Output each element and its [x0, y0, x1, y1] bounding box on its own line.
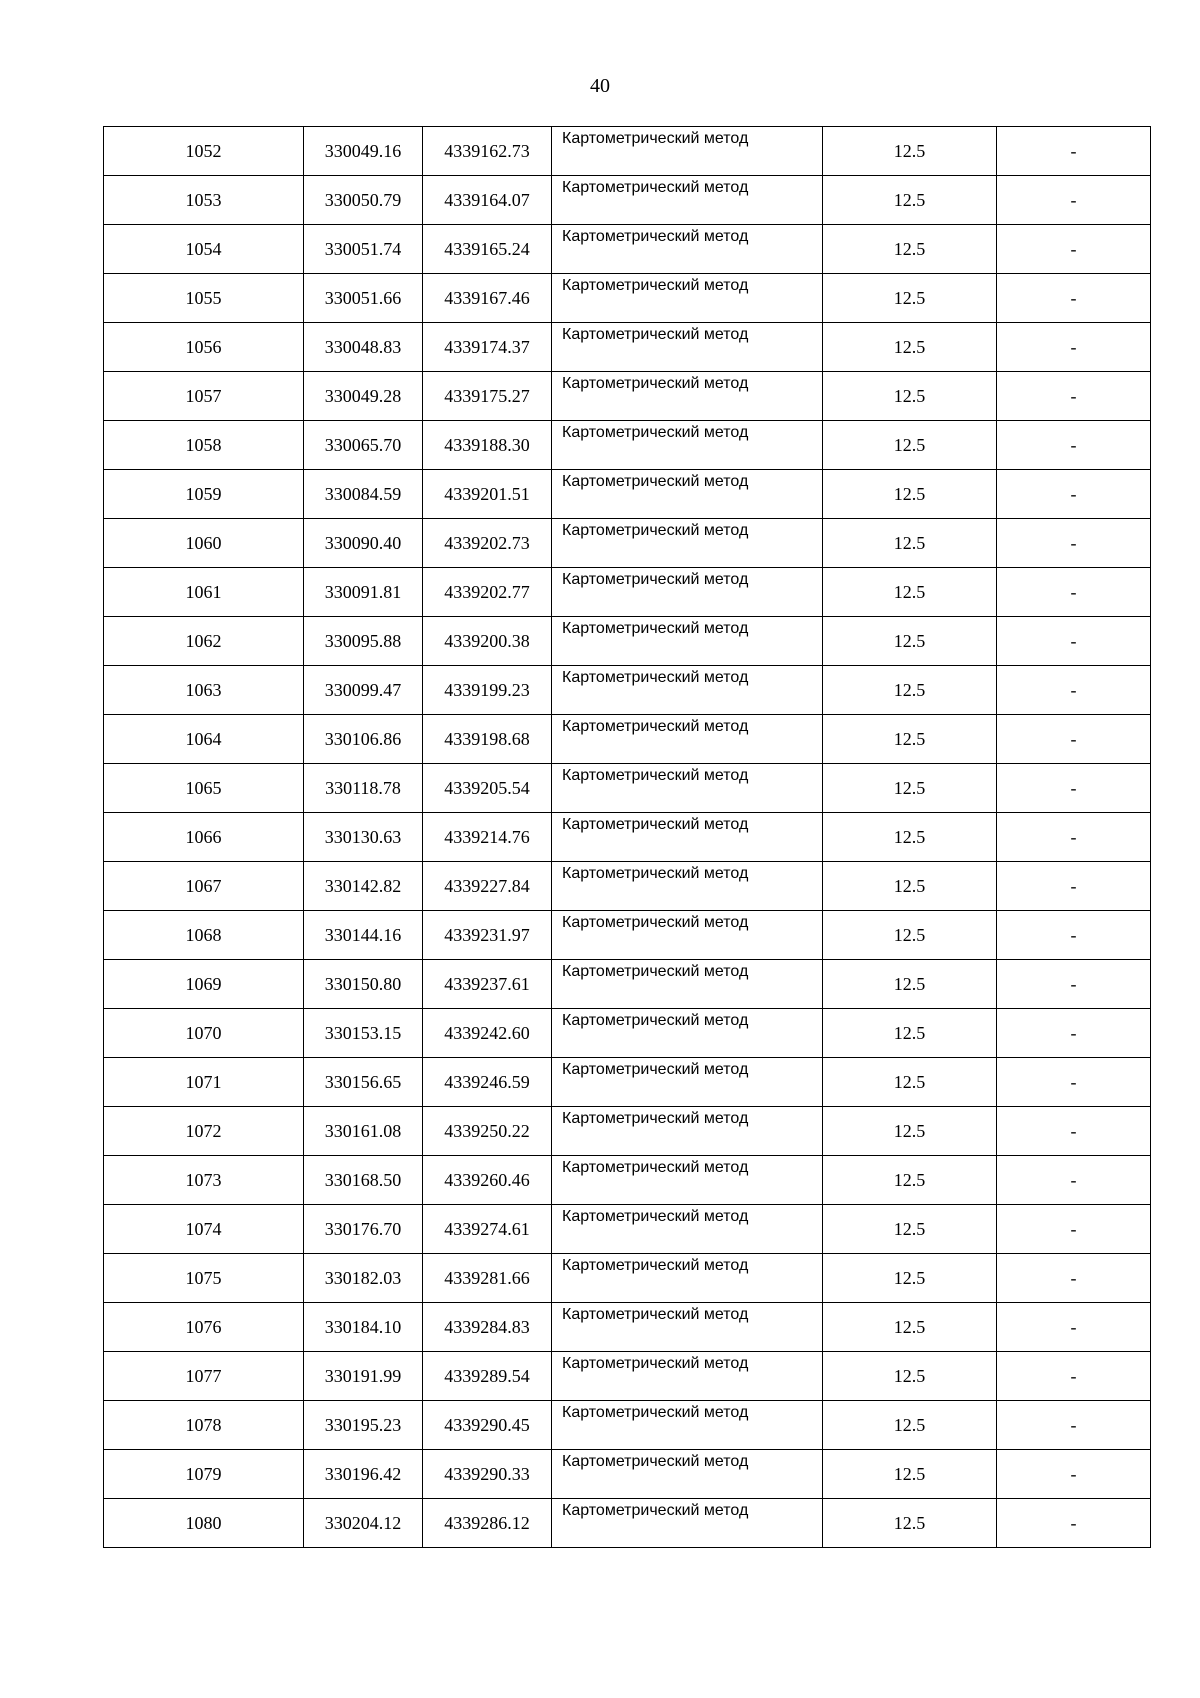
note-cell: - [997, 421, 1151, 470]
table-row [104, 225, 1151, 274]
point-number-cell: 1053 [104, 176, 304, 225]
coordinate-y-cell: 4339286.12 [423, 1499, 552, 1548]
coordinate-y-cell: 4339202.77 [423, 568, 552, 617]
coordinate-x-cell: 330153.15 [304, 1009, 423, 1058]
point-number-cell: 1058 [104, 421, 304, 470]
coordinate-y-cell: 4339164.07 [423, 176, 552, 225]
precision-cell: 12.5 [823, 1303, 997, 1352]
coordinate-x-cell: 330184.10 [304, 1303, 423, 1352]
coordinate-x-cell: 330106.86 [304, 715, 423, 764]
coordinate-y-cell: 4339200.38 [423, 617, 552, 666]
table-row [104, 176, 1151, 225]
table-row [104, 1058, 1151, 1107]
table-row [104, 764, 1151, 813]
point-number-cell: 1071 [104, 1058, 304, 1107]
coordinate-y-cell: 4339201.51 [423, 470, 552, 519]
table-row [104, 372, 1151, 421]
point-number-cell: 1068 [104, 911, 304, 960]
coordinate-y-cell: 4339281.66 [423, 1254, 552, 1303]
method-cell: Картометрический метод [552, 1303, 823, 1352]
precision-cell: 12.5 [823, 274, 997, 323]
coordinate-y-cell: 4339188.30 [423, 421, 552, 470]
table-row [104, 715, 1151, 764]
note-cell: - [997, 470, 1151, 519]
coordinate-y-cell: 4339227.84 [423, 862, 552, 911]
point-number-cell: 1070 [104, 1009, 304, 1058]
note-cell: - [997, 1009, 1151, 1058]
method-cell: Картометрический метод [552, 1254, 823, 1303]
table-row [104, 1450, 1151, 1499]
method-cell: Картометрический метод [552, 519, 823, 568]
coordinate-y-cell: 4339290.45 [423, 1401, 552, 1450]
table-row [104, 1352, 1151, 1401]
point-number-cell: 1052 [104, 127, 304, 176]
point-number-cell: 1066 [104, 813, 304, 862]
note-cell: - [997, 960, 1151, 1009]
precision-cell: 12.5 [823, 470, 997, 519]
coordinate-y-cell: 4339202.73 [423, 519, 552, 568]
note-cell: - [997, 1401, 1151, 1450]
note-cell: - [997, 274, 1151, 323]
point-number-cell: 1062 [104, 617, 304, 666]
coordinate-y-cell: 4339237.61 [423, 960, 552, 1009]
note-cell: - [997, 127, 1151, 176]
precision-cell: 12.5 [823, 911, 997, 960]
method-cell: Картометрический метод [552, 1156, 823, 1205]
point-number-cell: 1063 [104, 666, 304, 715]
method-cell: Картометрический метод [552, 372, 823, 421]
precision-cell: 12.5 [823, 715, 997, 764]
precision-cell: 12.5 [823, 1009, 997, 1058]
coordinate-x-cell: 330176.70 [304, 1205, 423, 1254]
coordinate-x-cell: 330051.66 [304, 274, 423, 323]
coordinate-y-cell: 4339167.46 [423, 274, 552, 323]
table-row [104, 1303, 1151, 1352]
precision-cell: 12.5 [823, 323, 997, 372]
precision-cell: 12.5 [823, 1352, 997, 1401]
table-row [104, 1499, 1151, 1548]
method-cell: Картометрический метод [552, 1009, 823, 1058]
coordinate-y-cell: 4339284.83 [423, 1303, 552, 1352]
point-number-cell: 1079 [104, 1450, 304, 1499]
coordinate-y-cell: 4339246.59 [423, 1058, 552, 1107]
coordinate-y-cell: 4339274.61 [423, 1205, 552, 1254]
method-cell: Картометрический метод [552, 421, 823, 470]
table-row [104, 1156, 1151, 1205]
coordinate-y-cell: 4339162.73 [423, 127, 552, 176]
precision-cell: 12.5 [823, 813, 997, 862]
precision-cell: 12.5 [823, 176, 997, 225]
coordinate-x-cell: 330182.03 [304, 1254, 423, 1303]
note-cell: - [997, 1499, 1151, 1548]
note-cell: - [997, 225, 1151, 274]
note-cell: - [997, 519, 1151, 568]
precision-cell: 12.5 [823, 1254, 997, 1303]
point-number-cell: 1064 [104, 715, 304, 764]
table-row [104, 862, 1151, 911]
method-cell: Картометрический метод [552, 1499, 823, 1548]
table-row [104, 1254, 1151, 1303]
method-cell: Картометрический метод [552, 470, 823, 519]
table-row [104, 666, 1151, 715]
method-cell: Картометрический метод [552, 274, 823, 323]
coordinate-x-cell: 330191.99 [304, 1352, 423, 1401]
precision-cell: 12.5 [823, 1401, 997, 1450]
point-number-cell: 1065 [104, 764, 304, 813]
coordinate-y-cell: 4339290.33 [423, 1450, 552, 1499]
coordinate-x-cell: 330051.74 [304, 225, 423, 274]
note-cell: - [997, 1254, 1151, 1303]
coordinate-x-cell: 330049.28 [304, 372, 423, 421]
table-row [104, 421, 1151, 470]
precision-cell: 12.5 [823, 372, 997, 421]
precision-cell: 12.5 [823, 617, 997, 666]
coordinate-x-cell: 330196.42 [304, 1450, 423, 1499]
method-cell: Картометрический метод [552, 1205, 823, 1254]
coordinates-table [103, 126, 1151, 1548]
coordinate-x-cell: 330168.50 [304, 1156, 423, 1205]
table-row [104, 1205, 1151, 1254]
note-cell: - [997, 1450, 1151, 1499]
coordinates-table-body [104, 127, 1151, 1548]
coordinate-x-cell: 330050.79 [304, 176, 423, 225]
point-number-cell: 1073 [104, 1156, 304, 1205]
note-cell: - [997, 372, 1151, 421]
precision-cell: 12.5 [823, 568, 997, 617]
coordinate-x-cell: 330048.83 [304, 323, 423, 372]
coordinate-x-cell: 330195.23 [304, 1401, 423, 1450]
point-number-cell: 1074 [104, 1205, 304, 1254]
table-row [104, 960, 1151, 1009]
coordinate-x-cell: 330095.88 [304, 617, 423, 666]
precision-cell: 12.5 [823, 1450, 997, 1499]
point-number-cell: 1076 [104, 1303, 304, 1352]
method-cell: Картометрический метод [552, 1058, 823, 1107]
precision-cell: 12.5 [823, 666, 997, 715]
note-cell: - [997, 1156, 1151, 1205]
coordinate-x-cell: 330090.40 [304, 519, 423, 568]
method-cell: Картометрический метод [552, 1401, 823, 1450]
coordinate-x-cell: 330204.12 [304, 1499, 423, 1548]
method-cell: Картометрический метод [552, 568, 823, 617]
coordinate-x-cell: 330118.78 [304, 764, 423, 813]
note-cell: - [997, 764, 1151, 813]
note-cell: - [997, 666, 1151, 715]
table-row [104, 274, 1151, 323]
coordinate-y-cell: 4339175.27 [423, 372, 552, 421]
note-cell: - [997, 1352, 1151, 1401]
note-cell: - [997, 862, 1151, 911]
note-cell: - [997, 1205, 1151, 1254]
table-row [104, 617, 1151, 666]
method-cell: Картометрический метод [552, 225, 823, 274]
precision-cell: 12.5 [823, 421, 997, 470]
method-cell: Картометрический метод [552, 1107, 823, 1156]
coordinate-y-cell: 4339198.68 [423, 715, 552, 764]
coordinate-y-cell: 4339199.23 [423, 666, 552, 715]
precision-cell: 12.5 [823, 960, 997, 1009]
method-cell: Картометрический метод [552, 1352, 823, 1401]
coordinate-y-cell: 4339214.76 [423, 813, 552, 862]
note-cell: - [997, 1303, 1151, 1352]
point-number-cell: 1054 [104, 225, 304, 274]
table-row [104, 519, 1151, 568]
table-row [104, 323, 1151, 372]
precision-cell: 12.5 [823, 1499, 997, 1548]
point-number-cell: 1059 [104, 470, 304, 519]
method-cell: Картометрический метод [552, 764, 823, 813]
note-cell: - [997, 911, 1151, 960]
point-number-cell: 1067 [104, 862, 304, 911]
method-cell: Картометрический метод [552, 862, 823, 911]
precision-cell: 12.5 [823, 1107, 997, 1156]
method-cell: Картометрический метод [552, 617, 823, 666]
table-row [104, 1107, 1151, 1156]
table-row [104, 127, 1151, 176]
method-cell: Картометрический метод [552, 813, 823, 862]
precision-cell: 12.5 [823, 1205, 997, 1254]
note-cell: - [997, 1058, 1151, 1107]
method-cell: Картометрический метод [552, 666, 823, 715]
coordinate-x-cell: 330156.65 [304, 1058, 423, 1107]
table-row [104, 813, 1151, 862]
coordinate-y-cell: 4339242.60 [423, 1009, 552, 1058]
precision-cell: 12.5 [823, 519, 997, 568]
note-cell: - [997, 715, 1151, 764]
coordinate-y-cell: 4339289.54 [423, 1352, 552, 1401]
note-cell: - [997, 1107, 1151, 1156]
point-number-cell: 1078 [104, 1401, 304, 1450]
coordinate-y-cell: 4339231.97 [423, 911, 552, 960]
point-number-cell: 1069 [104, 960, 304, 1009]
precision-cell: 12.5 [823, 1156, 997, 1205]
method-cell: Картометрический метод [552, 176, 823, 225]
coordinate-x-cell: 330142.82 [304, 862, 423, 911]
coordinate-x-cell: 330099.47 [304, 666, 423, 715]
point-number-cell: 1061 [104, 568, 304, 617]
note-cell: - [997, 813, 1151, 862]
coordinate-x-cell: 330091.81 [304, 568, 423, 617]
coordinate-y-cell: 4339174.37 [423, 323, 552, 372]
table-row [104, 568, 1151, 617]
point-number-cell: 1072 [104, 1107, 304, 1156]
coordinate-y-cell: 4339260.46 [423, 1156, 552, 1205]
precision-cell: 12.5 [823, 764, 997, 813]
point-number-cell: 1055 [104, 274, 304, 323]
point-number-cell: 1060 [104, 519, 304, 568]
coordinate-x-cell: 330084.59 [304, 470, 423, 519]
point-number-cell: 1080 [104, 1499, 304, 1548]
coordinate-x-cell: 330150.80 [304, 960, 423, 1009]
point-number-cell: 1056 [104, 323, 304, 372]
page-number: 40 [590, 75, 610, 97]
point-number-cell: 1057 [104, 372, 304, 421]
table-row [104, 470, 1151, 519]
method-cell: Картометрический метод [552, 1450, 823, 1499]
coordinate-y-cell: 4339165.24 [423, 225, 552, 274]
precision-cell: 12.5 [823, 127, 997, 176]
coordinate-x-cell: 330130.63 [304, 813, 423, 862]
note-cell: - [997, 617, 1151, 666]
point-number-cell: 1075 [104, 1254, 304, 1303]
point-number-cell: 1077 [104, 1352, 304, 1401]
precision-cell: 12.5 [823, 862, 997, 911]
method-cell: Картометрический метод [552, 911, 823, 960]
method-cell: Картометрический метод [552, 960, 823, 1009]
note-cell: - [997, 176, 1151, 225]
note-cell: - [997, 568, 1151, 617]
coordinate-y-cell: 4339250.22 [423, 1107, 552, 1156]
coordinate-x-cell: 330049.16 [304, 127, 423, 176]
coordinate-x-cell: 330161.08 [304, 1107, 423, 1156]
method-cell: Картометрический метод [552, 715, 823, 764]
table-row [104, 1009, 1151, 1058]
table-row [104, 911, 1151, 960]
precision-cell: 12.5 [823, 225, 997, 274]
coordinate-y-cell: 4339205.54 [423, 764, 552, 813]
coordinate-x-cell: 330065.70 [304, 421, 423, 470]
table-row [104, 1401, 1151, 1450]
precision-cell: 12.5 [823, 1058, 997, 1107]
note-cell: - [997, 323, 1151, 372]
method-cell: Картометрический метод [552, 323, 823, 372]
method-cell: Картометрический метод [552, 127, 823, 176]
coordinate-x-cell: 330144.16 [304, 911, 423, 960]
